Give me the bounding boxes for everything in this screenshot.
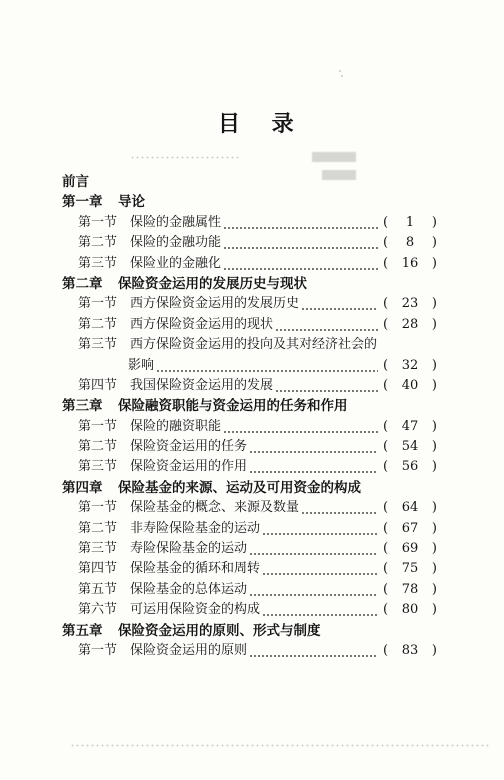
page-paren-close: ) — [431, 235, 437, 251]
leader-dots — [249, 641, 378, 661]
section-title: 保险的金融功能 — [130, 235, 222, 251]
page-number-value: 28 — [401, 316, 419, 332]
page-number-value: 1 — [405, 214, 415, 230]
leader-dots — [223, 233, 378, 253]
toc-section-entry — [0, 519, 504, 539]
section-title: 保险资金运用的原则 — [130, 642, 248, 658]
leader-dots — [301, 498, 378, 518]
section-entry — [78, 641, 437, 661]
bleed-through-marks — [312, 152, 356, 162]
leader-dots — [275, 315, 378, 335]
page-number-value: 40 — [401, 377, 419, 393]
page-number-value: 83 — [401, 642, 419, 658]
page-paren-close: ) — [431, 561, 437, 577]
section-label: 第四节 — [78, 377, 118, 393]
page-number-value: 23 — [401, 296, 419, 312]
page-number — [383, 213, 437, 233]
section-label: 第二节 — [78, 235, 118, 251]
leader-dots — [249, 437, 378, 457]
section-label: 第二节 — [78, 520, 118, 536]
chapter-heading — [62, 478, 361, 498]
chapter-label: 第一章 — [62, 194, 103, 211]
section-title: 保险基金的总体运动 — [130, 581, 248, 597]
page-number-value: 75 — [401, 561, 419, 577]
toc-section-entry — [0, 315, 504, 335]
toc-section-entry — [0, 233, 504, 253]
section-entry — [78, 213, 437, 233]
scan-speck — [341, 75, 343, 77]
section-title: 西方保险资金运用的现状 — [130, 316, 274, 332]
section-entry — [78, 600, 437, 620]
section-entry — [78, 519, 437, 539]
leader-dots — [249, 457, 378, 477]
section-label: 第五节 — [78, 581, 118, 597]
section-label: 第一节 — [78, 418, 118, 434]
toc-chapter-heading — [0, 192, 504, 212]
page-paren-close: ) — [431, 255, 437, 271]
page-number-value: 78 — [401, 581, 419, 597]
section-entry — [78, 335, 437, 355]
toc-section-entry — [0, 335, 504, 355]
chapter-title: 保险资金运用的原则、形式与制度 — [118, 622, 321, 639]
page-paren-open: ( — [383, 377, 389, 393]
page-number-value: 69 — [401, 541, 419, 557]
leader-dots — [156, 356, 378, 376]
leader-dots — [262, 600, 378, 620]
page-paren-close: ) — [431, 520, 437, 536]
section-label: 第一节 — [78, 296, 118, 312]
page-paren-open: ( — [383, 541, 389, 557]
page-title: 目 录 — [218, 111, 306, 137]
toc-preface-text: 前言 — [62, 174, 89, 190]
section-title: 保险的金融属性 — [130, 214, 222, 230]
page-number — [383, 539, 437, 559]
section-entry — [78, 376, 437, 396]
section-entry — [78, 233, 437, 253]
page-paren-close: ) — [431, 541, 437, 557]
section-label: 第一节 — [78, 214, 118, 230]
page-paren-open: ( — [383, 235, 389, 251]
page-number-value: 80 — [401, 602, 419, 618]
scan-speck — [339, 70, 341, 72]
page-paren-open: ( — [383, 357, 389, 373]
section-label: 第三节 — [78, 255, 118, 271]
section-title: 保险的融资职能 — [130, 418, 222, 434]
section-entry — [78, 294, 437, 314]
toc-section-entry — [0, 559, 504, 579]
page-number — [383, 600, 437, 620]
page-paren-close: ) — [431, 316, 437, 332]
table-of-contents — [0, 172, 504, 661]
toc-section-entry — [0, 641, 504, 661]
section-title: 可运用保险资金的构成 — [130, 602, 261, 618]
page-paren-close: ) — [431, 642, 437, 658]
page-paren-open: ( — [383, 214, 389, 230]
section-title: 保险资金运用的作用 — [130, 459, 248, 475]
chapter-title: 保险融资职能与资金运用的任务和作用 — [118, 398, 348, 415]
page-paren-close: ) — [431, 296, 437, 312]
leader-dots — [301, 294, 378, 314]
section-title: 保险基金的循环和周转 — [130, 561, 261, 577]
page-number-value: 16 — [401, 255, 419, 271]
page-number-value: 47 — [401, 418, 419, 434]
page-paren-close: ) — [431, 602, 437, 618]
toc-section-entry — [0, 417, 504, 437]
page-number — [383, 376, 437, 396]
chapter-title: 导论 — [118, 194, 145, 211]
page-number — [383, 356, 437, 376]
page-paren-open: ( — [383, 581, 389, 597]
section-label: 第四节 — [78, 561, 118, 577]
page-number — [383, 519, 437, 539]
chapter-heading — [62, 621, 321, 641]
page-paren-close: ) — [431, 581, 437, 597]
page-paren-open: ( — [383, 316, 389, 332]
section-label: 第二节 — [78, 439, 118, 455]
page-number — [383, 437, 437, 457]
section-entry-continued — [128, 356, 437, 376]
section-title: 保险资金运用的任务 — [130, 439, 248, 455]
section-title: 保险基金的概念、来源及数量 — [130, 500, 300, 516]
page-number — [383, 580, 437, 600]
page-number-value: 32 — [401, 357, 419, 373]
page-number — [383, 457, 437, 477]
toc-section-entry — [0, 457, 504, 477]
leader-dots — [223, 213, 378, 233]
page-number — [383, 417, 437, 437]
page-paren-close: ) — [431, 500, 437, 516]
page-paren-open: ( — [383, 602, 389, 618]
section-entry — [78, 580, 437, 600]
toc-section-entry — [0, 498, 504, 518]
page-number — [383, 498, 437, 518]
page-paren-open: ( — [383, 561, 389, 577]
toc-section-entry — [0, 539, 504, 559]
bleed-through-dots — [130, 156, 240, 159]
page-paren-open: ( — [383, 500, 389, 516]
section-entry — [78, 457, 437, 477]
chapter-label: 第二章 — [62, 275, 103, 292]
section-entry — [78, 559, 437, 579]
page-paren-open: ( — [383, 459, 389, 475]
toc-chapter-heading — [0, 621, 504, 641]
page-number — [383, 315, 437, 335]
bottom-scan-dots — [70, 744, 490, 747]
page-number — [383, 559, 437, 579]
toc-chapter-heading — [0, 396, 504, 416]
leader-dots — [262, 519, 378, 539]
section-entry — [78, 437, 437, 457]
toc-section-entry — [0, 600, 504, 620]
toc-section-entry — [0, 254, 504, 274]
page-number — [383, 233, 437, 253]
section-label: 第三节 — [78, 459, 118, 475]
page-number-value: 64 — [401, 500, 419, 516]
page-paren-close: ) — [431, 357, 437, 373]
chapter-label: 第三章 — [62, 398, 103, 415]
page-paren-close: ) — [431, 214, 437, 230]
section-entry — [78, 315, 437, 335]
toc-section-entry — [0, 294, 504, 314]
leader-dots — [223, 254, 378, 274]
page-paren-open: ( — [383, 418, 389, 434]
section-label: 第三节 — [78, 541, 118, 557]
leader-dots — [275, 376, 378, 396]
section-title: 我国保险资金运用的发展 — [130, 377, 274, 393]
toc-section-entry — [0, 376, 504, 396]
toc-preface — [0, 172, 504, 192]
section-title: 西方保险资金运用的发展历史 — [130, 296, 300, 312]
page-paren-close: ) — [431, 459, 437, 475]
page-number-value: 67 — [401, 520, 419, 536]
section-title: 西方保险资金运用的投向及其对经济社会的 — [130, 337, 378, 353]
page-paren-close: ) — [431, 439, 437, 455]
page-paren-open: ( — [383, 520, 389, 536]
toc-chapter-heading — [0, 274, 504, 294]
leader-dots — [249, 580, 378, 600]
toc-chapter-heading — [0, 478, 504, 498]
leader-dots — [249, 539, 378, 559]
page-number — [383, 294, 437, 314]
chapter-title: 保险基金的来源、运动及可用资金的构成 — [118, 479, 361, 496]
leader-dots — [223, 417, 378, 437]
leader-dots — [262, 559, 378, 579]
section-label: 第六节 — [78, 602, 118, 618]
section-label: 第一节 — [78, 500, 118, 516]
page-number-value: 56 — [401, 459, 419, 475]
section-title: 寿险保险基金的运动 — [130, 541, 248, 557]
page-paren-close: ) — [431, 418, 437, 434]
section-entry — [78, 254, 437, 274]
section-title: 保险业的金融化 — [130, 255, 222, 271]
toc-section-entry — [0, 437, 504, 457]
section-title: 非寿险保险基金的运动 — [130, 520, 261, 536]
page-paren-open: ( — [383, 255, 389, 271]
chapter-title: 保险资金运用的发展历史与现状 — [118, 275, 307, 292]
chapter-heading — [62, 274, 307, 294]
page-number — [383, 641, 437, 661]
chapter-heading — [62, 192, 145, 212]
section-title-continued: 影响 — [128, 357, 155, 373]
chapter-heading — [62, 396, 348, 416]
section-entry — [78, 539, 437, 559]
toc-section-continuation — [0, 356, 504, 376]
section-entry — [78, 498, 437, 518]
section-label: 第一节 — [78, 642, 118, 658]
page-paren-open: ( — [383, 642, 389, 658]
page-paren-open: ( — [383, 439, 389, 455]
chapter-label: 第五章 — [62, 622, 103, 639]
page-number — [383, 254, 437, 274]
section-label: 第二节 — [78, 316, 118, 332]
page-number-value: 8 — [405, 235, 415, 251]
toc-section-entry — [0, 213, 504, 233]
page-paren-close: ) — [431, 377, 437, 393]
chapter-label: 第四章 — [62, 479, 103, 496]
toc-section-entry — [0, 580, 504, 600]
section-entry — [78, 417, 437, 437]
page-paren-open: ( — [383, 296, 389, 312]
section-label: 第三节 — [78, 337, 118, 353]
page-number-value: 54 — [401, 439, 419, 455]
